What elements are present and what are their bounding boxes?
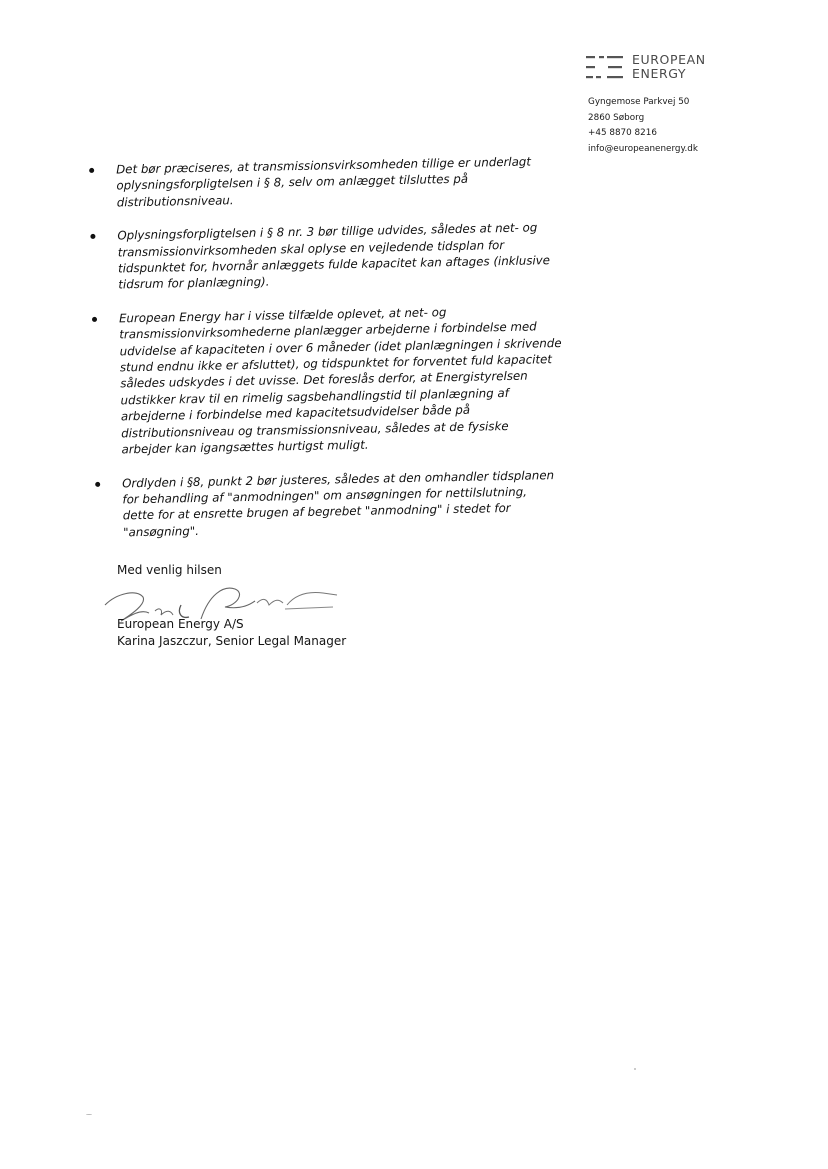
text-line: for behandling af "anmodningen" om ansøgningen for nettilslutning,: [122, 484, 528, 507]
list-item: [94, 466, 595, 541]
text-line: transmissionvirksomheden skal oplyse en vejledende tidsplan for: [117, 237, 505, 260]
list-item-text: [116, 152, 589, 210]
text-line: "ansøgning".: [122, 523, 200, 540]
address-phone: +45 8870 8216: [588, 128, 657, 138]
text-line: tidsrum for planlægning).: [118, 274, 270, 292]
company-address: [588, 95, 698, 157]
comment-list: [88, 152, 596, 558]
list-item: [88, 152, 589, 211]
text-line: transmissionvirksomhederne planlægger arbejderne i forbindelse med: [119, 319, 537, 342]
list-item-text: [117, 219, 590, 294]
address-street: Gyngemose Parkvej 50: [588, 97, 690, 107]
text-line: således udskydes i det uvisse. Det foreslås derfor, at Energistyrelsen: [120, 369, 528, 391]
logo-wordmark: [632, 53, 706, 81]
greeting: Med venlig hilsen: [117, 563, 222, 577]
bullet-icon: [95, 481, 100, 486]
company-name: European Energy A/S: [117, 617, 244, 631]
text-line: Oplysningsforpligtelsen i § 8 nr. 3 bør tillige udvides, således at net- og: [117, 220, 538, 243]
european-energy-logo-icon: [586, 55, 624, 79]
text-line: dette for at ensrette brugen af begrebet "anmodning" i stedet for: [122, 501, 511, 523]
logo-line-1: EUROPEAN: [632, 52, 706, 67]
scan-speck: [634, 1068, 636, 1070]
scan-speck: [86, 1114, 92, 1115]
signer-name: Karina Jaszczur, Senior Legal Manager: [117, 634, 347, 648]
text-line: Ordlyden i §8, punkt 2 bør justeres, således at den omhandler tidsplanen: [122, 467, 555, 490]
text-line: distributionsniveau og transmissionsniveau, således at de fysiske: [121, 418, 509, 441]
text-line: oplysningsforpligtelsen i § 8, selv om anlægget tilsluttes på: [116, 172, 469, 193]
list-item: [91, 301, 594, 458]
list-item-text: [122, 466, 595, 541]
text-line: udvidelse af kapaciteten i over 6 måneder (idet planlægningen i skrivende: [119, 335, 562, 359]
bullet-icon: [92, 317, 97, 322]
bullet-icon: [89, 168, 94, 173]
text-line: Det bør præciseres, at transmissionsvirksomheden tillige er underlagt: [116, 154, 532, 177]
list-item: [89, 219, 590, 294]
text-line: tidspunktet for, hvornår anlæggets fulde kapacitet kan aftages (inklusive: [117, 253, 551, 276]
text-line: European Energy har i visse tilfælde oplevet, at net- og: [118, 304, 447, 326]
text-line: arbejder kan igangsættes hurtigst muligt.: [121, 437, 369, 457]
text-line: stund endnu ikke er afsluttet), og tidspunktet for forventet fuld kapacitet: [119, 352, 553, 375]
address-email: info@europeanenergy.dk: [588, 143, 698, 154]
text-line: arbejderne i forbindelse med kapacitetsudvidelser både på: [120, 402, 471, 424]
text-line: udstikker krav til en rimelig sagsbehandlingstid til planlægning af: [120, 385, 509, 408]
bullet-icon: [90, 234, 95, 239]
company-logo: [586, 53, 726, 83]
text-line: distributionsniveau.: [116, 193, 234, 210]
logo-line-2: ENERGY: [632, 66, 687, 81]
list-item-text: [119, 301, 594, 458]
address-city: 2860 Søborg: [588, 112, 645, 123]
